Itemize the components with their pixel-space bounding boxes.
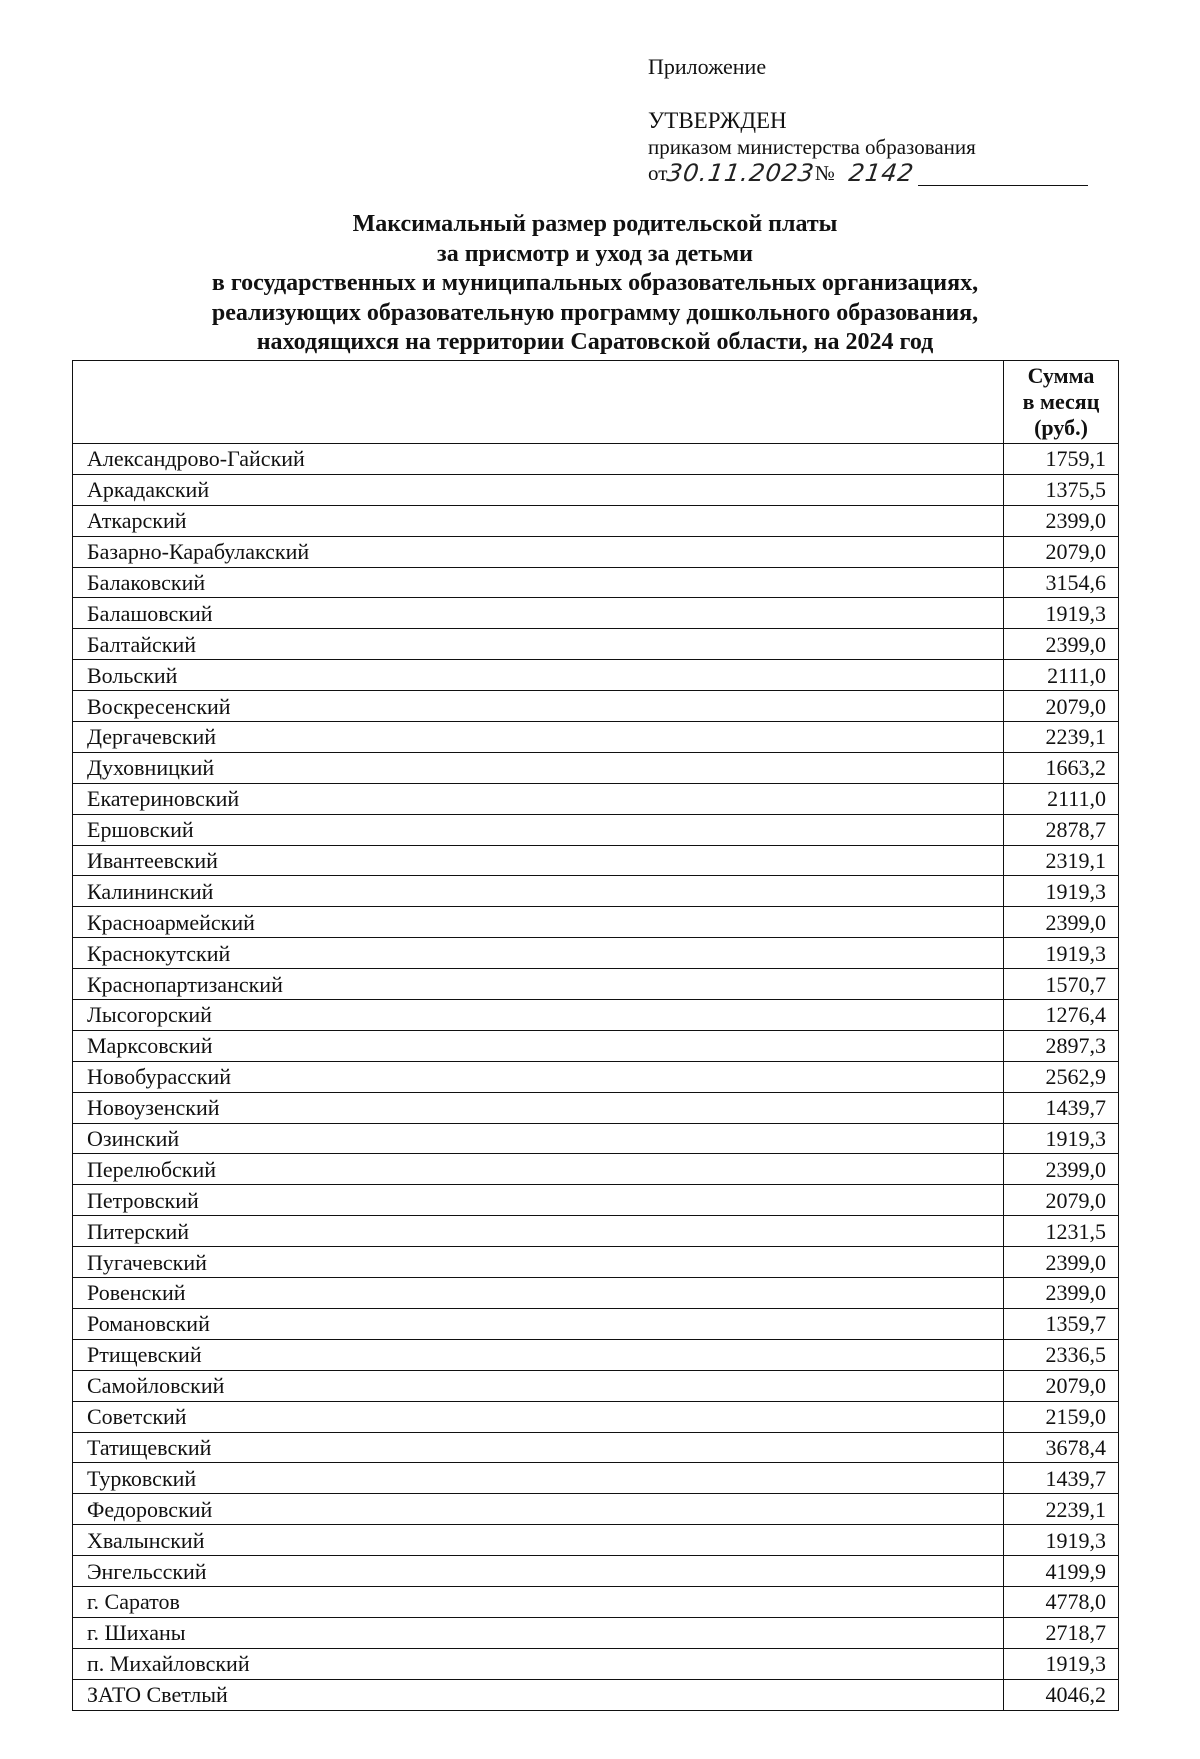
- order-date-line: [648, 160, 1088, 186]
- monthly-fee-cell: 2399,0: [1004, 1278, 1119, 1309]
- table-row: [73, 1556, 1119, 1587]
- monthly-fee-cell: 4199,9: [1004, 1556, 1119, 1587]
- table-row: [73, 1308, 1119, 1339]
- approval-block: [648, 54, 1088, 186]
- appendix-label: Приложение: [648, 54, 767, 79]
- district-name-cell: Турковский: [73, 1463, 1004, 1494]
- district-name-cell: Вольский: [73, 660, 1004, 691]
- district-name-cell: Дергачевский: [73, 722, 1004, 753]
- monthly-fee-cell: 2399,0: [1004, 629, 1119, 660]
- header-sum-cell: [1004, 361, 1119, 444]
- district-name-cell: Екатериновский: [73, 783, 1004, 814]
- district-name-cell: п. Михайловский: [73, 1648, 1004, 1679]
- table-row: [73, 752, 1119, 783]
- date-prefix: от: [648, 161, 668, 185]
- district-name-cell: Ровенский: [73, 1278, 1004, 1309]
- monthly-fee-cell: 1919,3: [1004, 1525, 1119, 1556]
- monthly-fee-cell: 2399,0: [1004, 1154, 1119, 1185]
- monthly-fee-cell: 1570,7: [1004, 969, 1119, 1000]
- header-sum-line: в месяц: [1022, 389, 1100, 414]
- monthly-fee-cell: 1759,1: [1004, 444, 1119, 475]
- order-text: приказом министерства образования: [648, 135, 976, 159]
- district-name-cell: Аркадакский: [73, 474, 1004, 505]
- title-line: находящихся на территории Саратовской области, на 2024 год: [256, 329, 934, 355]
- table-row: [73, 1617, 1119, 1648]
- monthly-fee-cell: 1359,7: [1004, 1308, 1119, 1339]
- table-row: [73, 1030, 1119, 1061]
- monthly-fee-cell: 4778,0: [1004, 1586, 1119, 1617]
- monthly-fee-cell: 2878,7: [1004, 814, 1119, 845]
- table-row: [73, 1092, 1119, 1123]
- table-row: [73, 1123, 1119, 1154]
- table-row: [73, 691, 1119, 722]
- district-name-cell: Ртищевский: [73, 1339, 1004, 1370]
- handwritten-number: 2142: [846, 159, 916, 187]
- monthly-fee-cell: 2111,0: [1004, 783, 1119, 814]
- district-name-cell: Марксовский: [73, 1030, 1004, 1061]
- fees-table: [72, 360, 1119, 1711]
- monthly-fee-cell: 1375,5: [1004, 474, 1119, 505]
- handwritten-date: 30.11.2023: [665, 159, 817, 187]
- table-header-row: [73, 361, 1119, 444]
- monthly-fee-cell: 2079,0: [1004, 1370, 1119, 1401]
- district-name-cell: Федоровский: [73, 1494, 1004, 1525]
- table-row: [73, 907, 1119, 938]
- district-name-cell: Балаковский: [73, 567, 1004, 598]
- monthly-fee-cell: 2319,1: [1004, 845, 1119, 876]
- table-row: [73, 1463, 1119, 1494]
- monthly-fee-cell: 2079,0: [1004, 536, 1119, 567]
- district-name-cell: г. Шиханы: [73, 1617, 1004, 1648]
- district-name-cell: Лысогорский: [73, 1000, 1004, 1031]
- table-row: [73, 598, 1119, 629]
- district-name-cell: Калининский: [73, 876, 1004, 907]
- table-row: [73, 814, 1119, 845]
- monthly-fee-cell: 2239,1: [1004, 722, 1119, 753]
- monthly-fee-cell: 2399,0: [1004, 1247, 1119, 1278]
- table-row: [73, 660, 1119, 691]
- table-row: [73, 1216, 1119, 1247]
- table-row: [73, 1679, 1119, 1710]
- district-name-cell: Аткарский: [73, 505, 1004, 536]
- district-name-cell: Краснокутский: [73, 938, 1004, 969]
- monthly-fee-cell: 1439,7: [1004, 1092, 1119, 1123]
- district-name-cell: г. Саратов: [73, 1586, 1004, 1617]
- district-name-cell: Романовский: [73, 1308, 1004, 1339]
- table-row: [73, 1586, 1119, 1617]
- district-name-cell: Новоузенский: [73, 1092, 1004, 1123]
- district-name-cell: Краснопартизанский: [73, 969, 1004, 1000]
- table-row: [73, 505, 1119, 536]
- title-line: реализующих образовательную программу дошкольного образования,: [211, 299, 979, 326]
- district-name-cell: Энгельсский: [73, 1556, 1004, 1587]
- monthly-fee-cell: 1919,3: [1004, 598, 1119, 629]
- number-prefix: №: [814, 161, 835, 185]
- table-row: [73, 783, 1119, 814]
- district-name-cell: ЗАТО Светлый: [73, 1679, 1004, 1710]
- district-name-cell: Петровский: [73, 1185, 1004, 1216]
- table-row: [73, 1000, 1119, 1031]
- table-row: [73, 1370, 1119, 1401]
- table-row: [73, 1401, 1119, 1432]
- table-row: [73, 969, 1119, 1000]
- title-line: в государственных и муниципальных образовательных организациях,: [211, 270, 979, 296]
- title-line: за присмотр и уход за детьми: [437, 240, 753, 267]
- table-row: [73, 876, 1119, 907]
- number-underline: [918, 163, 1088, 186]
- district-name-cell: Татищевский: [73, 1432, 1004, 1463]
- district-name-cell: Духовницкий: [73, 752, 1004, 783]
- table-row: [73, 444, 1119, 475]
- table-row: [73, 536, 1119, 567]
- monthly-fee-cell: 2159,0: [1004, 1401, 1119, 1432]
- monthly-fee-cell: 1919,3: [1004, 938, 1119, 969]
- district-name-cell: Александрово-Гайский: [73, 444, 1004, 475]
- district-name-cell: Хвалынский: [73, 1525, 1004, 1556]
- monthly-fee-cell: 2897,3: [1004, 1030, 1119, 1061]
- district-name-cell: Пугачевский: [73, 1247, 1004, 1278]
- monthly-fee-cell: 2079,0: [1004, 1185, 1119, 1216]
- district-name-cell: Ивантеевский: [73, 845, 1004, 876]
- table-row: [73, 1247, 1119, 1278]
- monthly-fee-cell: 2336,5: [1004, 1339, 1119, 1370]
- district-name-cell: Советский: [73, 1401, 1004, 1432]
- district-name-cell: Самойловский: [73, 1370, 1004, 1401]
- table-row: [73, 1494, 1119, 1525]
- monthly-fee-cell: 2399,0: [1004, 505, 1119, 536]
- monthly-fee-cell: 2562,9: [1004, 1061, 1119, 1092]
- district-name-cell: Воскресенский: [73, 691, 1004, 722]
- table-row: [73, 629, 1119, 660]
- district-name-cell: Перелюбский: [73, 1154, 1004, 1185]
- table-row: [73, 1432, 1119, 1463]
- monthly-fee-cell: 1919,3: [1004, 1123, 1119, 1154]
- table-row: [73, 722, 1119, 753]
- district-name-cell: Новобурасский: [73, 1061, 1004, 1092]
- monthly-fee-cell: 1276,4: [1004, 1000, 1119, 1031]
- table-row: [73, 1525, 1119, 1556]
- monthly-fee-cell: 1231,5: [1004, 1216, 1119, 1247]
- table-row: [73, 845, 1119, 876]
- table-row: [73, 567, 1119, 598]
- header-sum-line: Сумма: [1027, 363, 1095, 388]
- header-sum-line: (руб.): [1034, 415, 1088, 440]
- monthly-fee-cell: 2239,1: [1004, 1494, 1119, 1525]
- document-title: [130, 210, 1060, 358]
- table-row: [73, 938, 1119, 969]
- district-name-cell: Озинский: [73, 1123, 1004, 1154]
- table-row: [73, 1154, 1119, 1185]
- monthly-fee-cell: 1663,2: [1004, 752, 1119, 783]
- table-row: [73, 1061, 1119, 1092]
- approved-label: УТВЕРЖДЕН: [648, 108, 787, 133]
- table-row: [73, 1648, 1119, 1679]
- district-name-cell: Базарно-Карабулакский: [73, 536, 1004, 567]
- district-name-cell: Балашовский: [73, 598, 1004, 629]
- monthly-fee-cell: 4046,2: [1004, 1679, 1119, 1710]
- monthly-fee-cell: 2079,0: [1004, 691, 1119, 722]
- title-line: Максимальный размер родительской платы: [352, 211, 838, 237]
- table-row: [73, 1185, 1119, 1216]
- monthly-fee-cell: 1439,7: [1004, 1463, 1119, 1494]
- district-name-cell: Питерский: [73, 1216, 1004, 1247]
- district-name-cell: Красноармейский: [73, 907, 1004, 938]
- monthly-fee-cell: 2718,7: [1004, 1617, 1119, 1648]
- header-name-cell: [73, 361, 1004, 444]
- monthly-fee-cell: 3154,6: [1004, 567, 1119, 598]
- table-row: [73, 1278, 1119, 1309]
- monthly-fee-cell: 1919,3: [1004, 1648, 1119, 1679]
- monthly-fee-cell: 2399,0: [1004, 907, 1119, 938]
- district-name-cell: Балтайский: [73, 629, 1004, 660]
- table-row: [73, 1339, 1119, 1370]
- district-name-cell: Ершовский: [73, 814, 1004, 845]
- monthly-fee-cell: 1919,3: [1004, 876, 1119, 907]
- table-row: [73, 474, 1119, 505]
- monthly-fee-cell: 3678,4: [1004, 1432, 1119, 1463]
- monthly-fee-cell: 2111,0: [1004, 660, 1119, 691]
